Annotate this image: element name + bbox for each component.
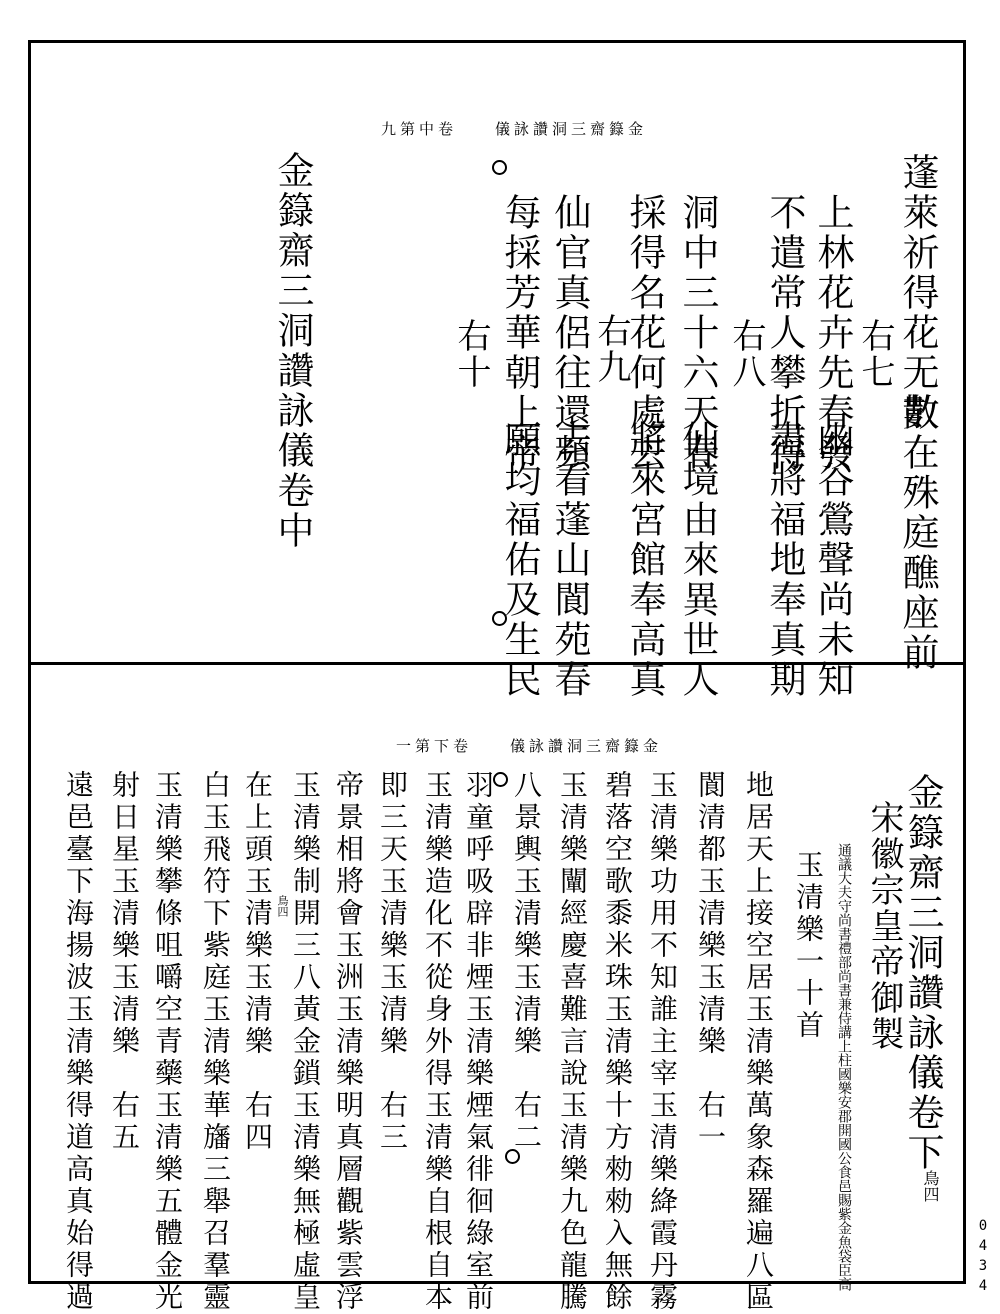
verse-line: 羽童呼吸辟非煙玉清樂煙氣徘徊綠室前 (462, 770, 495, 1314)
bottom-page-header: 一第下卷 儀詠讚洞三齋籙金 (396, 737, 663, 755)
verse-line: 願均福佑及生民 (498, 420, 541, 700)
verse-marker: 右十 (451, 318, 491, 390)
bottom-panel (31, 665, 963, 1314)
verse-line: 蓬萊祈得花无數 (896, 153, 939, 433)
verse-line: 碧落空歌黍米珠玉清樂十方勑勑入無餘 (601, 770, 634, 1314)
verse-marker: 右八 (726, 318, 766, 390)
verse-line: 地居天上接空居玉清樂萬象森羅遍八區 (742, 770, 775, 1314)
verse-line: 帝景相將會玉洲玉清樂明真層觀紫雲浮 (332, 770, 365, 1314)
top-panel (31, 43, 963, 700)
volume-end-title: 金籙齋三洞讚詠儀卷中 (271, 151, 314, 551)
verse-line: 不遣常人攀折得 (763, 193, 806, 473)
verse-line: 遠邑臺下海揚波玉清樂得道高真始得過 (62, 770, 95, 1314)
volume-title: 金籙齋三洞讚詠儀卷下 (901, 773, 944, 1173)
verse-line: 玉清樂功用不知誰主宰玉清樂絳霞丹霧 (646, 770, 679, 1314)
verse-line: 去看蓬山閬苑春 (548, 420, 591, 700)
top-page-header: 九第中卷 儀詠讚洞三齋籙金 (381, 120, 648, 138)
section-title: 玉清樂一十首 (792, 850, 825, 1042)
binding-hole (493, 772, 508, 787)
verse-line: 採得名花何處去 (623, 193, 666, 473)
author-line: 宋徽宗皇帝御製 (864, 800, 904, 1052)
verse-line: 在上頭玉清樂玉清樂 右四 (241, 770, 274, 1154)
verse-line: 幽谷鶯聲尚未知 (811, 420, 854, 700)
verse-line: 八景輿玉清樂玉清樂 右二 (510, 770, 543, 1154)
verse-line: 玉清樂攀條咀嚼空青藥玉清樂五體金光 (151, 770, 184, 1314)
page-mark: 鳥四 (921, 1170, 940, 1202)
verse-line: 仙官真侶往還頻 (548, 193, 591, 473)
inline-page-mark: 鳥四 (276, 895, 289, 917)
verse-line: 仙境由來異世人 (676, 420, 719, 700)
side-page-number: 0434 (975, 1218, 991, 1298)
verse-line: 玉清樂造化不從身外得玉清樂自根自本 (421, 770, 454, 1314)
compiler-line: 通議大夫守尚書禮部尚書兼侍講上柱國樂安郡開國公食邑賜紫金魚袋臣高 (836, 843, 852, 1291)
verse-line: 白玉飛符下紫庭玉清樂華旛三舉召羣靈 (199, 770, 232, 1314)
verse-line: 玉清樂制開三八黃金鎖玉清樂無極虛皇 (289, 770, 322, 1314)
verse-line: 玉清樂闡經慶喜難言說玉清樂九色龍騰 (556, 770, 589, 1314)
verse-marker: 右九 (591, 313, 631, 385)
binding-hole (492, 160, 507, 175)
verse-line: 即三天玉清樂玉清樂 右三 (376, 770, 409, 1154)
verse-marker: 右七 (855, 318, 895, 390)
verse-line: 盡將福地奉真期 (763, 420, 806, 700)
verse-line: 射日星玉清樂玉清樂 右五 (108, 770, 141, 1154)
verse-line: 散在殊庭醮座前 (896, 393, 939, 673)
verse-line: 閬清都玉清樂玉清樂 右一 (694, 770, 727, 1154)
verse-line: 將來宮館奉高真 (623, 420, 666, 700)
verse-line: 上林花卉先春發 (811, 193, 854, 473)
verse-line: 每採芳華朝上帝 (498, 193, 541, 473)
verse-line: 洞中三十六天春 (676, 193, 719, 473)
